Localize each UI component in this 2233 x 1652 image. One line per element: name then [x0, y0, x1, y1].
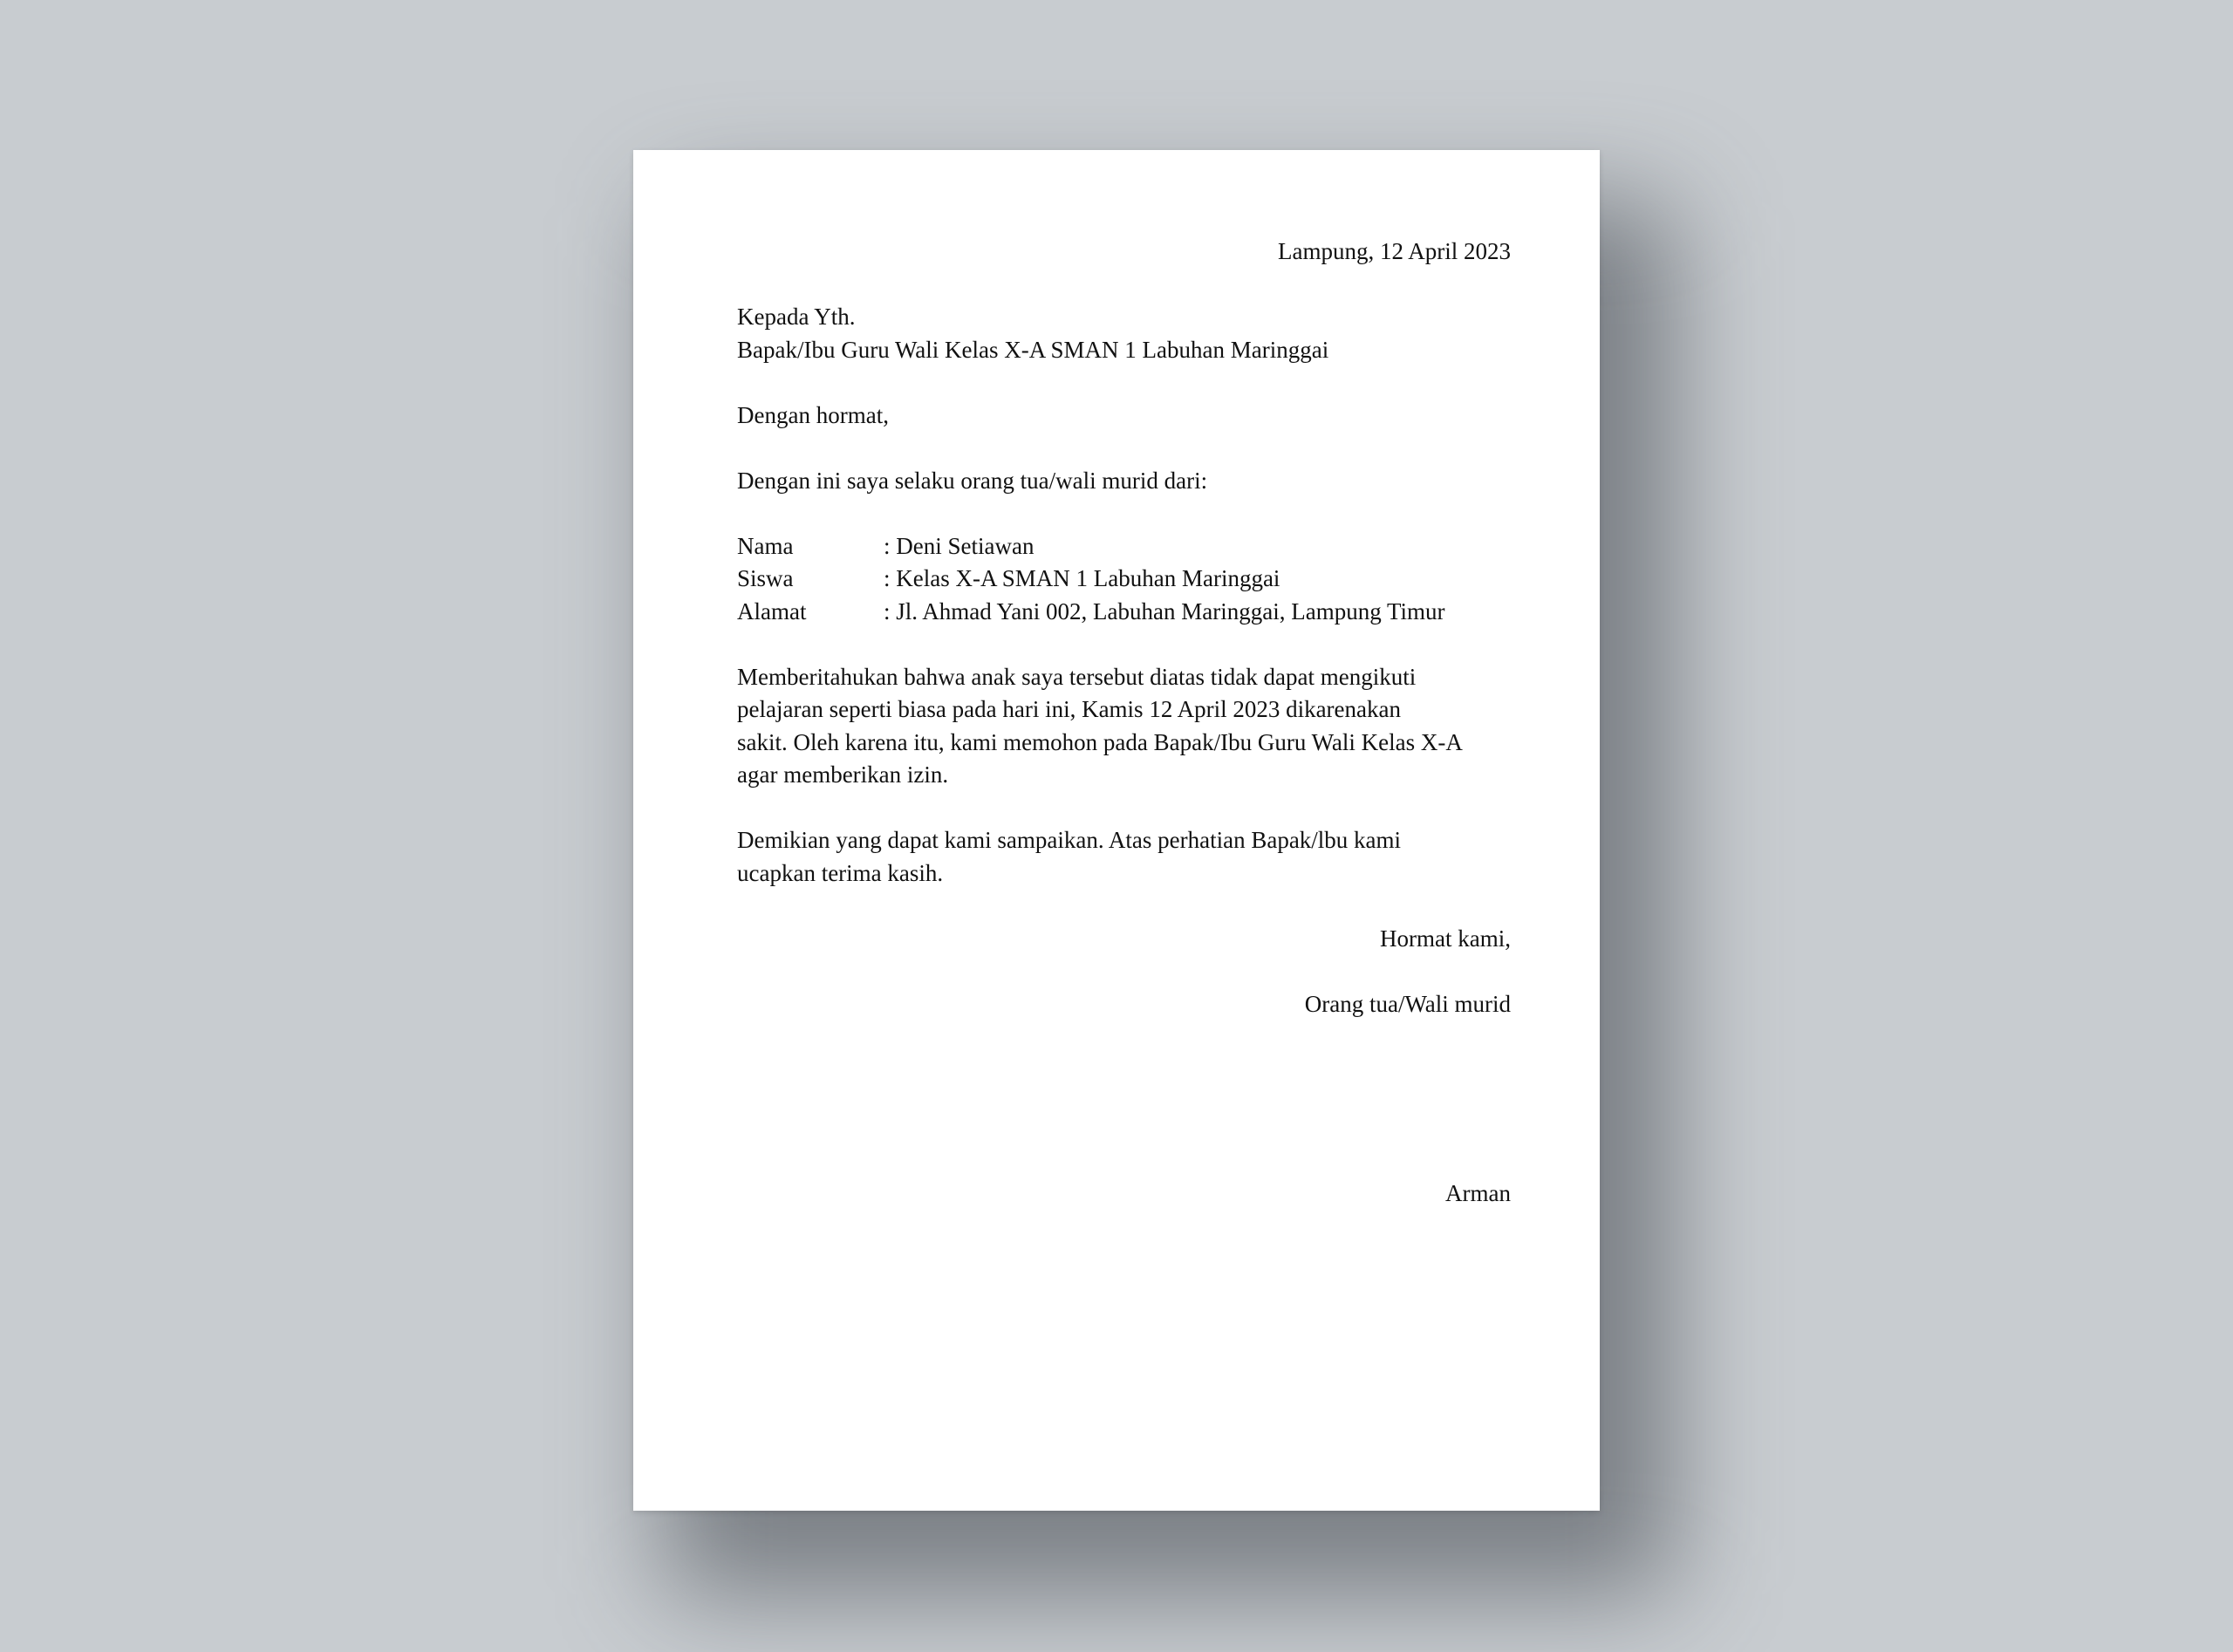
body-line: pelajaran seperti biasa pada hari ini, Kamis 12 April 2023 dikarenakan [737, 696, 1401, 722]
letter-page [633, 150, 1600, 1511]
detail-label: Alamat [737, 597, 807, 625]
detail-label: Siswa [737, 565, 794, 591]
body-line: Memberitahukan bahwa anak saya tersebut diatas tidak dapat mengikuti [737, 663, 1417, 690]
body-line: agar memberikan izin. [737, 761, 949, 788]
detail-row-alamat [737, 596, 1511, 629]
closing-paragraph [737, 824, 1511, 890]
signer-name: Arman [1445, 1180, 1511, 1206]
detail-value: : Deni Setiawan [884, 532, 1035, 559]
student-details [737, 530, 1511, 629]
detail-row-siswa [737, 563, 1511, 596]
closing-line: ucapkan terima kasih. [737, 859, 944, 886]
detail-row-nama [737, 530, 1511, 563]
intro-text: Dengan ini saya selaku orang tua/wali murid dari: [737, 467, 1208, 494]
sign-off: Hormat kami, [1380, 925, 1511, 952]
letter-content [737, 236, 1511, 1211]
signature-space [737, 1021, 1511, 1178]
body-paragraph [737, 661, 1511, 792]
recipient-line-1: Kepada Yth. [737, 304, 856, 330]
detail-value: : Kelas X-A SMAN 1 Labuhan Maringgai [884, 565, 1280, 591]
body-line: sakit. Oleh karena itu, kami memohon pada Bapak/Ibu Guru Wali Kelas X-A [737, 728, 1463, 755]
recipient-block [737, 301, 1511, 366]
detail-label: Nama [737, 532, 794, 559]
greeting: Dengan hormat, [737, 401, 889, 428]
closing-line: Demikian yang dapat kami sampaikan. Atas perhatian Bapak/lbu kami [737, 827, 1402, 853]
recipient-line-2: Bapak/Ibu Guru Wali Kelas X-A SMAN 1 Labuhan Maringgai [737, 336, 1329, 363]
place-date: Lampung, 12 April 2023 [1278, 238, 1511, 264]
signer-role: Orang tua/Wali murid [1304, 990, 1511, 1017]
detail-value: : Jl. Ahmad Yani 002, Labuhan Maringgai, Lampung Timur [884, 597, 1445, 625]
